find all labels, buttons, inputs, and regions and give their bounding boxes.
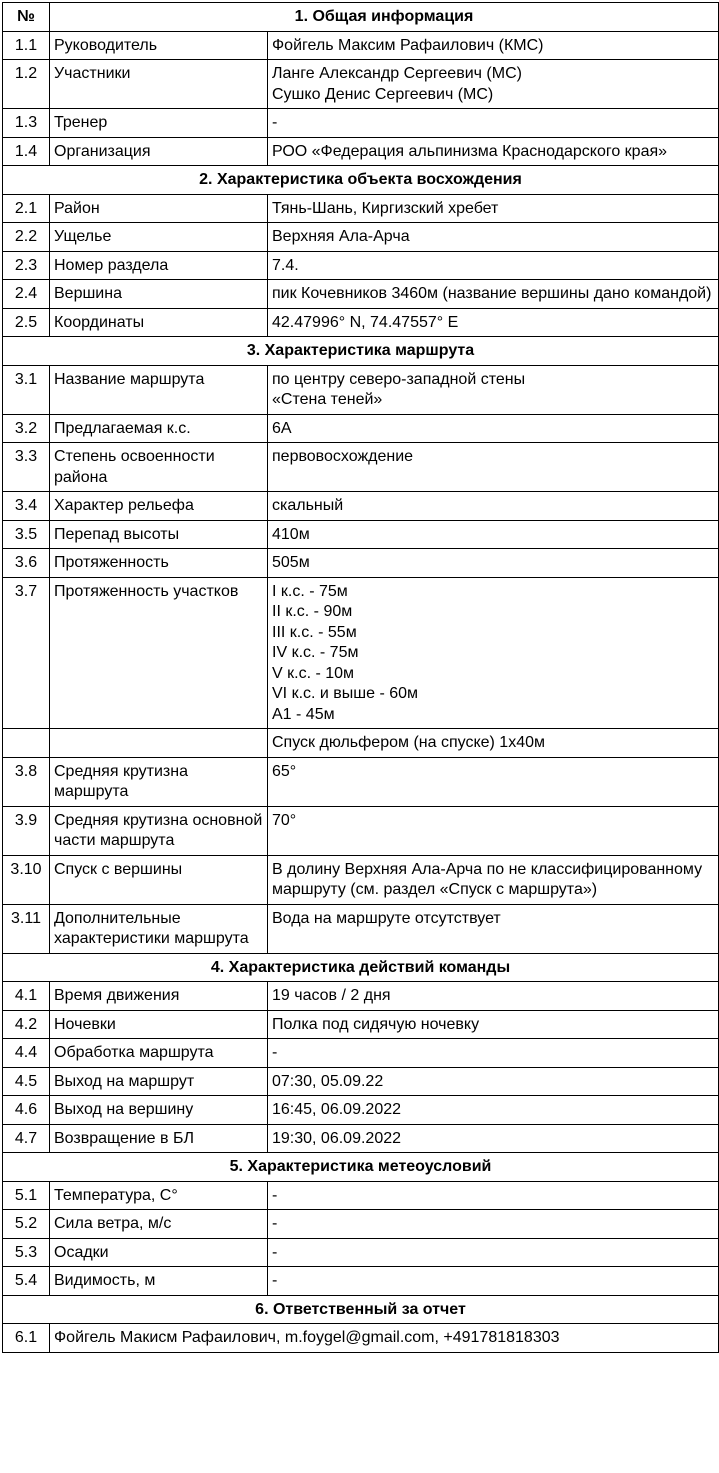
row-value: Ланге Александр Сергеевич (МС) Сушко Денис Сергеевич (МС) bbox=[268, 60, 719, 109]
row-value: Тянь-Шань, Киргизский хребет bbox=[268, 194, 719, 223]
row-label: Выход на маршрут bbox=[50, 1067, 268, 1096]
row-value: 07:30, 05.09.22 bbox=[268, 1067, 719, 1096]
row-value: 7.4. bbox=[268, 251, 719, 280]
section-header-row bbox=[3, 953, 719, 982]
table-row bbox=[3, 60, 719, 109]
row-number: 5.3 bbox=[3, 1238, 50, 1267]
table-row bbox=[3, 137, 719, 166]
row-number: 3.8 bbox=[3, 757, 50, 806]
row-value: 42.47996° N, 74.47557° E bbox=[268, 308, 719, 337]
row-value: 19:30, 06.09.2022 bbox=[268, 1124, 719, 1153]
table-row bbox=[3, 729, 719, 758]
row-label: Дополнительные характеристики маршрута bbox=[50, 904, 268, 953]
row-number: 2.3 bbox=[3, 251, 50, 280]
row-number: 4.6 bbox=[3, 1096, 50, 1125]
table-row bbox=[3, 1181, 719, 1210]
row-value: - bbox=[268, 1210, 719, 1239]
row-value: - bbox=[268, 1238, 719, 1267]
row-value: по центру северо-западной стены «Стена теней» bbox=[268, 365, 719, 414]
table-row bbox=[3, 194, 719, 223]
table-row bbox=[3, 1124, 719, 1153]
table-row bbox=[3, 577, 719, 729]
table-row bbox=[3, 280, 719, 309]
row-value: - bbox=[268, 1181, 719, 1210]
row-label: Ночевки bbox=[50, 1010, 268, 1039]
row-label: Тренер bbox=[50, 109, 268, 138]
row-value: Спуск дюльфером (на спуске) 1х40м bbox=[268, 729, 719, 758]
row-label bbox=[50, 729, 268, 758]
row-number: 4.1 bbox=[3, 982, 50, 1011]
table-row bbox=[3, 1096, 719, 1125]
row-number bbox=[3, 729, 50, 758]
row-value: 16:45, 06.09.2022 bbox=[268, 1096, 719, 1125]
section-header-row bbox=[3, 337, 719, 366]
section-title: 6. Ответственный за отчет bbox=[3, 1295, 719, 1324]
row-value: Полка под сидячую ночевку bbox=[268, 1010, 719, 1039]
row-number: 5.4 bbox=[3, 1267, 50, 1296]
section-title: 1. Общая информация bbox=[50, 3, 719, 32]
row-value: 6А bbox=[268, 414, 719, 443]
section-team-actions-rows bbox=[3, 982, 719, 1153]
row-label: Организация bbox=[50, 137, 268, 166]
row-label: Средняя крутизна маршрута bbox=[50, 757, 268, 806]
row-label: Перепад высоты bbox=[50, 520, 268, 549]
section-team-actions bbox=[3, 953, 719, 982]
section-weather-rows bbox=[3, 1181, 719, 1295]
row-number: 4.5 bbox=[3, 1067, 50, 1096]
row-number: 3.7 bbox=[3, 577, 50, 729]
section-title: 3. Характеристика маршрута bbox=[3, 337, 719, 366]
table-row bbox=[3, 1039, 719, 1068]
row-value: Верхняя Ала-Арча bbox=[268, 223, 719, 252]
table-row bbox=[3, 982, 719, 1011]
row-value: РОО «Федерация альпинизма Краснодарского края» bbox=[268, 137, 719, 166]
row-value: Фойгель Макисм Рафаилович, m.foygel@gmail.com, +491781818303 bbox=[50, 1324, 719, 1353]
row-label: Номер раздела bbox=[50, 251, 268, 280]
row-label: Название маршрута bbox=[50, 365, 268, 414]
row-number: 2.4 bbox=[3, 280, 50, 309]
table-row bbox=[3, 443, 719, 492]
table-row bbox=[3, 365, 719, 414]
row-number: 1.2 bbox=[3, 60, 50, 109]
row-label: Температура, С° bbox=[50, 1181, 268, 1210]
section-title: 4. Характеристика действий команды bbox=[3, 953, 719, 982]
row-number: 5.1 bbox=[3, 1181, 50, 1210]
row-number: 3.10 bbox=[3, 855, 50, 904]
section-weather bbox=[3, 1153, 719, 1182]
row-number: 3.5 bbox=[3, 520, 50, 549]
row-value: - bbox=[268, 1039, 719, 1068]
table-row bbox=[3, 1238, 719, 1267]
table-row bbox=[3, 855, 719, 904]
row-label: Выход на вершину bbox=[50, 1096, 268, 1125]
table-row bbox=[3, 223, 719, 252]
row-label: Вершина bbox=[50, 280, 268, 309]
row-label: Участники bbox=[50, 60, 268, 109]
row-value: первовосхождение bbox=[268, 443, 719, 492]
row-number: 5.2 bbox=[3, 1210, 50, 1239]
section-title: 2. Характеристика объекта восхождения bbox=[3, 166, 719, 195]
table-row bbox=[3, 549, 719, 578]
table-row bbox=[3, 1010, 719, 1039]
row-number: 3.11 bbox=[3, 904, 50, 953]
row-value: I к.с. - 75м II к.с. - 90м III к.с. - 55м IV к.с. - 75м V к.с. - 10м VI к.с. и выше - 60м A1 - 45м bbox=[268, 577, 719, 729]
row-label: Район bbox=[50, 194, 268, 223]
table-row bbox=[3, 1210, 719, 1239]
row-label: Видимость, м bbox=[50, 1267, 268, 1296]
row-number: 6.1 bbox=[3, 1324, 50, 1353]
table-row bbox=[3, 492, 719, 521]
section-object-rows bbox=[3, 194, 719, 337]
section-route-rows bbox=[3, 365, 719, 953]
row-number: 3.2 bbox=[3, 414, 50, 443]
row-label: Ущелье bbox=[50, 223, 268, 252]
row-label: Предлагаемая к.с. bbox=[50, 414, 268, 443]
row-value: Фойгель Максим Рафаилович (КМС) bbox=[268, 31, 719, 60]
row-value: Вода на маршруте отсутствует bbox=[268, 904, 719, 953]
row-label: Возвращение в БЛ bbox=[50, 1124, 268, 1153]
row-label: Характер рельефа bbox=[50, 492, 268, 521]
row-label: Протяженность участков bbox=[50, 577, 268, 729]
row-value: 19 часов / 2 дня bbox=[268, 982, 719, 1011]
section-object bbox=[3, 166, 719, 195]
row-number: 1.4 bbox=[3, 137, 50, 166]
section-general-info bbox=[3, 31, 719, 166]
row-number: 4.4 bbox=[3, 1039, 50, 1068]
row-value: пик Кочевников 3460м (название вершины дано командой) bbox=[268, 280, 719, 309]
row-value: - bbox=[268, 1267, 719, 1296]
table-row bbox=[3, 251, 719, 280]
header-row bbox=[3, 3, 719, 32]
row-number: 3.4 bbox=[3, 492, 50, 521]
table-row bbox=[3, 1324, 719, 1353]
row-label: Осадки bbox=[50, 1238, 268, 1267]
row-value: 410м bbox=[268, 520, 719, 549]
row-value: скальный bbox=[268, 492, 719, 521]
row-label: Протяженность bbox=[50, 549, 268, 578]
table-row bbox=[3, 806, 719, 855]
table-row bbox=[3, 31, 719, 60]
row-label: Средняя крутизна основной части маршрута bbox=[50, 806, 268, 855]
section-header-row bbox=[3, 1153, 719, 1182]
row-label: Время движения bbox=[50, 982, 268, 1011]
row-label: Координаты bbox=[50, 308, 268, 337]
row-value: В долину Верхняя Ала-Арча по не классифицированному маршруту (см. раздел «Спуск с маршрута») bbox=[268, 855, 719, 904]
row-number: 4.7 bbox=[3, 1124, 50, 1153]
row-number: 3.9 bbox=[3, 806, 50, 855]
table-row bbox=[3, 757, 719, 806]
row-number: 3.3 bbox=[3, 443, 50, 492]
row-label: Обработка маршрута bbox=[50, 1039, 268, 1068]
report-passport-table bbox=[2, 2, 719, 1353]
row-number: 2.1 bbox=[3, 194, 50, 223]
table-row bbox=[3, 308, 719, 337]
section-title: 5. Характеристика метеоусловий bbox=[3, 1153, 719, 1182]
row-number: 4.2 bbox=[3, 1010, 50, 1039]
table-row bbox=[3, 1067, 719, 1096]
row-label: Руководитель bbox=[50, 31, 268, 60]
table-row bbox=[3, 414, 719, 443]
section-header-row bbox=[3, 1295, 719, 1324]
table-row bbox=[3, 904, 719, 953]
row-label: Спуск с вершины bbox=[50, 855, 268, 904]
section-header-row bbox=[3, 166, 719, 195]
row-label: Степень освоенности района bbox=[50, 443, 268, 492]
row-value: 65° bbox=[268, 757, 719, 806]
row-value: - bbox=[268, 109, 719, 138]
row-number: 1.1 bbox=[3, 31, 50, 60]
number-column-header: № bbox=[3, 3, 50, 32]
table-row bbox=[3, 109, 719, 138]
row-number: 2.5 bbox=[3, 308, 50, 337]
section-route bbox=[3, 337, 719, 366]
row-number: 3.1 bbox=[3, 365, 50, 414]
row-value: 70° bbox=[268, 806, 719, 855]
row-label: Сила ветра, м/с bbox=[50, 1210, 268, 1239]
row-number: 3.6 bbox=[3, 549, 50, 578]
table-row bbox=[3, 520, 719, 549]
row-value: 505м bbox=[268, 549, 719, 578]
row-number: 2.2 bbox=[3, 223, 50, 252]
row-number: 1.3 bbox=[3, 109, 50, 138]
section-responsible bbox=[3, 1295, 719, 1352]
table-row bbox=[3, 1267, 719, 1296]
